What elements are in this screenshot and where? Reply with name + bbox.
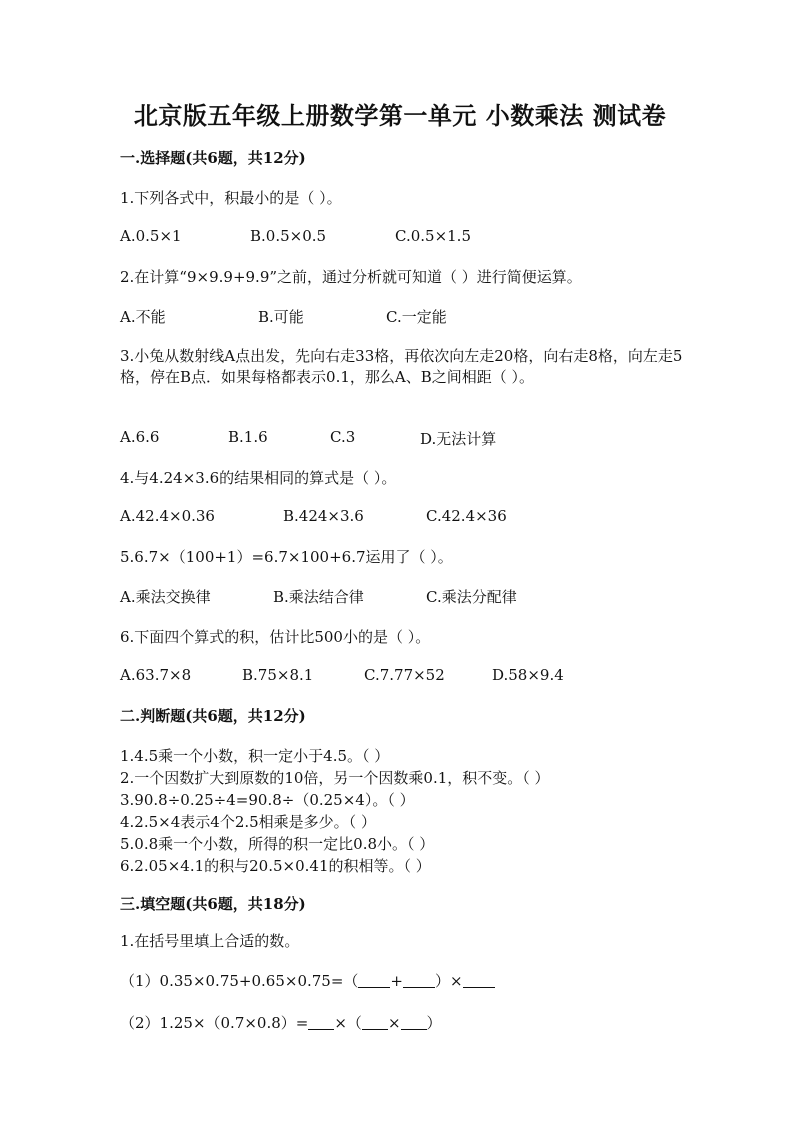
- fill-part-2-text-d: ）: [426, 1014, 442, 1032]
- judge-item-1: 1.4.5乘一个小数，积一定小于4.5。（ ）: [120, 747, 390, 765]
- q1-3-option-b: B.1.6: [228, 428, 268, 446]
- judge-item-4: 4.2.5×4表示4个2.5相乘是多少。（ ）: [120, 813, 376, 831]
- q1-6-option-d: D.58×9.4: [492, 666, 564, 684]
- question-1-2: 2.在计算“9×9.9+9.9”之前，通过分析就可知道（ ）进行简便运算。: [120, 268, 582, 286]
- fill-blank[interactable]: [358, 971, 390, 988]
- fill-blank[interactable]: [463, 971, 495, 988]
- question-1-6: 6.下面四个算式的积，估计比500小的是（ ）。: [120, 628, 431, 646]
- question-1-4: 4.与4.24×3.6的结果相同的算式是（ ）。: [120, 469, 397, 487]
- q1-3-option-c: C.3: [330, 428, 356, 446]
- fill-blank[interactable]: [308, 1013, 334, 1030]
- fill-part-1: [120, 970, 700, 992]
- section-2-heading: 二.判断题(共6题，共12分): [120, 707, 306, 725]
- q1-6-option-c: C.7.77×52: [364, 666, 445, 684]
- fill-blank[interactable]: [401, 1013, 427, 1030]
- q1-6-option-a: A.63.7×8: [120, 666, 192, 684]
- fill-part-1-text-c: ）×: [435, 972, 463, 990]
- q1-1-option-b: B.0.5×0.5: [250, 227, 327, 245]
- judge-item-6: 6.2.05×4.1的积与20.5×0.41的积相等。（ ）: [120, 857, 431, 875]
- q1-5-option-b: B.乘法结合律: [273, 588, 364, 606]
- q1-4-option-b: B.424×3.6: [283, 507, 364, 525]
- fill-part-2-text-c: ×: [387, 1014, 401, 1032]
- section-1-heading: 一.选择题(共6题，共12分): [120, 149, 306, 167]
- q1-2-option-c: C.一定能: [386, 308, 447, 326]
- q1-2-option-b: B.可能: [258, 308, 304, 326]
- section-3-heading: 三.填空题(共6题，共18分): [120, 895, 306, 913]
- q1-2-option-a: A.不能: [120, 308, 166, 326]
- question-1-3: 3.小兔从数射线A点出发，先向右走33格，再依次向左走20格，向右走8格，向左走5格，停在B点．如果每格都表示0.1，那么A、B之间相距（ ）。: [120, 347, 683, 386]
- fill-question-1: 1.在括号里填上合适的数。: [120, 932, 300, 950]
- question-1-5: 5.6.7×（100+1）=6.7×100+6.7运用了（ ）。: [120, 548, 453, 566]
- fill-part-1-text-a: （1）0.35×0.75+0.65×0.75=（: [120, 972, 359, 990]
- fill-part-2: [120, 1012, 700, 1034]
- judge-item-2: 2.一个因数扩大到原数的10倍，另一个因数乘0.1，积不变。（ ）: [120, 769, 550, 787]
- q1-1-option-a: A.0.5×1: [120, 227, 182, 245]
- judge-item-3: 3.90.8÷0.25÷4=90.8÷（0.25×4）。（ ）: [120, 791, 415, 809]
- fill-blank[interactable]: [403, 971, 435, 988]
- fill-part-2-text-b: ×（: [334, 1014, 362, 1032]
- q1-6-option-b: B.75×8.1: [242, 666, 314, 684]
- q1-1-option-c: C.0.5×1.5: [395, 227, 471, 245]
- q1-3-option-a: A.6.6: [120, 428, 160, 446]
- q1-4-option-a: A.42.4×0.36: [120, 507, 215, 525]
- q1-5-option-c: C.乘法分配律: [426, 588, 517, 606]
- fill-blank[interactable]: [362, 1013, 388, 1030]
- judge-item-5: 5.0.8乘一个小数，所得的积一定比0.8小。（ ）: [120, 835, 435, 853]
- fill-part-1-text-b: +: [390, 972, 403, 990]
- page-title: 北京版五年级上册数学第一单元 小数乘法 测试卷: [133, 101, 667, 130]
- q1-5-option-a: A.乘法交换律: [120, 588, 211, 606]
- question-1-1: 1.下列各式中，积最小的是（ ）。: [120, 189, 342, 207]
- q1-4-option-c: C.42.4×36: [426, 507, 507, 525]
- fill-part-2-text-a: （2）1.25×（0.7×0.8）=: [120, 1014, 309, 1032]
- q1-3-option-d: D.无法计算: [420, 430, 497, 448]
